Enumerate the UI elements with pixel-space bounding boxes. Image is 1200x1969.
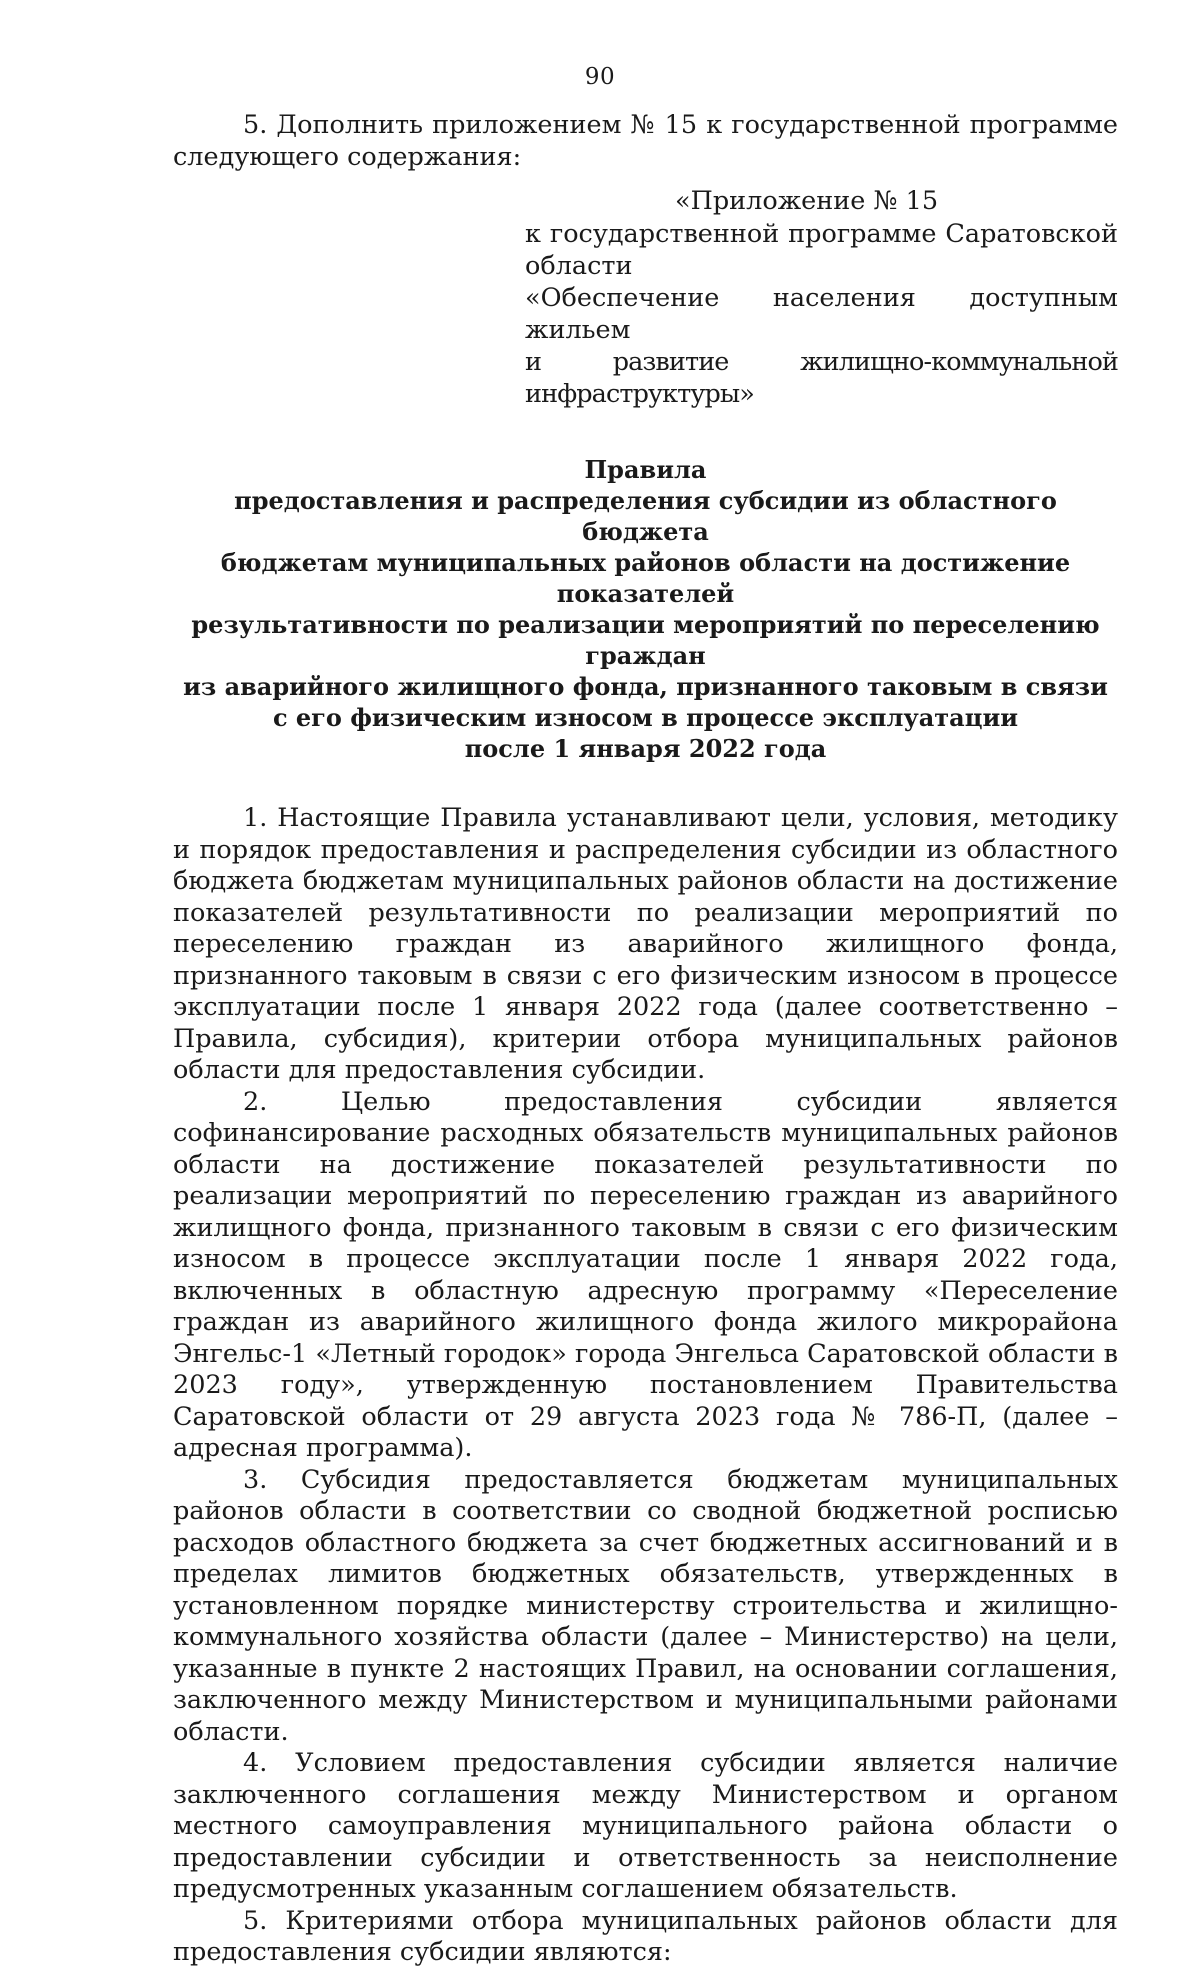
title-line: после 1 января 2022 года bbox=[464, 734, 827, 763]
document-title bbox=[173, 454, 1118, 764]
appendix-header bbox=[525, 185, 1118, 410]
paragraph-2: 2. Целью предоставления субсидии является софинансирование расходных обязательств муниципальных районов области на достижение показателей результативности по реализации мероприятий по переселению граждан из аварийного жилищного фонда, признанного таковым в связи с его физическим износом в процессе эксплуатации после 1 января 2022 года, включенных в областную адресную программу «Переселение граждан из аварийного жилищного фонда жилого микрорайона Энгельс-1 «Летный городок» города Энгельса Саратовской области в 2023 году», утвержденную постановлением Правительства Саратовской области от 29 августа 2023 года № 786-П, (далее – адресная программа). bbox=[173, 1086, 1118, 1463]
document-body bbox=[173, 803, 1118, 1969]
title-line: бюджетам муниципальных районов области на достижение показателей bbox=[220, 548, 1071, 608]
paragraph-5: 5. Критериями отбора муниципальных районов области для предоставления субсидии являются: bbox=[173, 1905, 1118, 1967]
title-line: из аварийного жилищного фонда, признанного таковым в связи bbox=[183, 672, 1108, 701]
intro-paragraph: 5. Дополнить приложением № 15 к государственной программе следующего содержания: bbox=[173, 110, 1118, 172]
title-heading: Правила bbox=[584, 455, 707, 484]
paragraph-1: 1. Настоящие Правила устанавливают цели, условия, методику и порядок предоставления и распределения субсидии из областного бюджета бюджетам муниципальных районов области на достижение показателей результативности по реализации мероприятий по переселению граждан из аварийного жилищного фонда, признанного таковым в связи с его физическим износом в процессе эксплуатации после 1 января 2022 года (далее соответственно – Правила, субсидия), критерии отбора муниципальных районов области для предоставления субсидии. bbox=[173, 803, 1118, 1085]
title-line: результативности по реализации мероприятий по переселению граждан bbox=[191, 610, 1100, 670]
page-number: 90 bbox=[584, 64, 616, 90]
paragraph-4: 4. Условием предоставления субсидии является наличие заключенного соглашения между Министерством и органом местного самоуправления муниципального района области о предоставлении субсидии и ответственность за неисполнение предусмотренных указанным соглашением обязательств. bbox=[173, 1748, 1118, 1904]
appendix-line: «Обеспечение населения доступным жильем bbox=[525, 283, 1118, 345]
title-line: предоставления и распределения субсидии из областного бюджета bbox=[234, 486, 1057, 546]
title-line: с его физическим износом в процессе эксплуатации bbox=[272, 703, 1019, 732]
appendix-line: и развитие жилищно-коммунальной инфраструктуры» bbox=[525, 347, 1118, 409]
appendix-line: к государственной программе Саратовской области bbox=[525, 219, 1118, 281]
appendix-label: «Приложение № 15 bbox=[675, 186, 939, 216]
paragraph-3: 3. Субсидия предоставляется бюджетам муниципальных районов области в соответствии со сводной бюджетной росписью расходов областного бюджета за счет бюджетных ассигнований и в пределах лимитов бюджетных обязательств, утвержденных в установленном порядке министерству строительства и жилищно-коммунального хозяйства области (далее – Министерство) на цели, указанные в пункте 2 настоящих Правил, на основании соглашения, заключенного между Министерством и муниципальными районами области. bbox=[173, 1464, 1118, 1747]
page-content bbox=[173, 110, 1118, 1969]
